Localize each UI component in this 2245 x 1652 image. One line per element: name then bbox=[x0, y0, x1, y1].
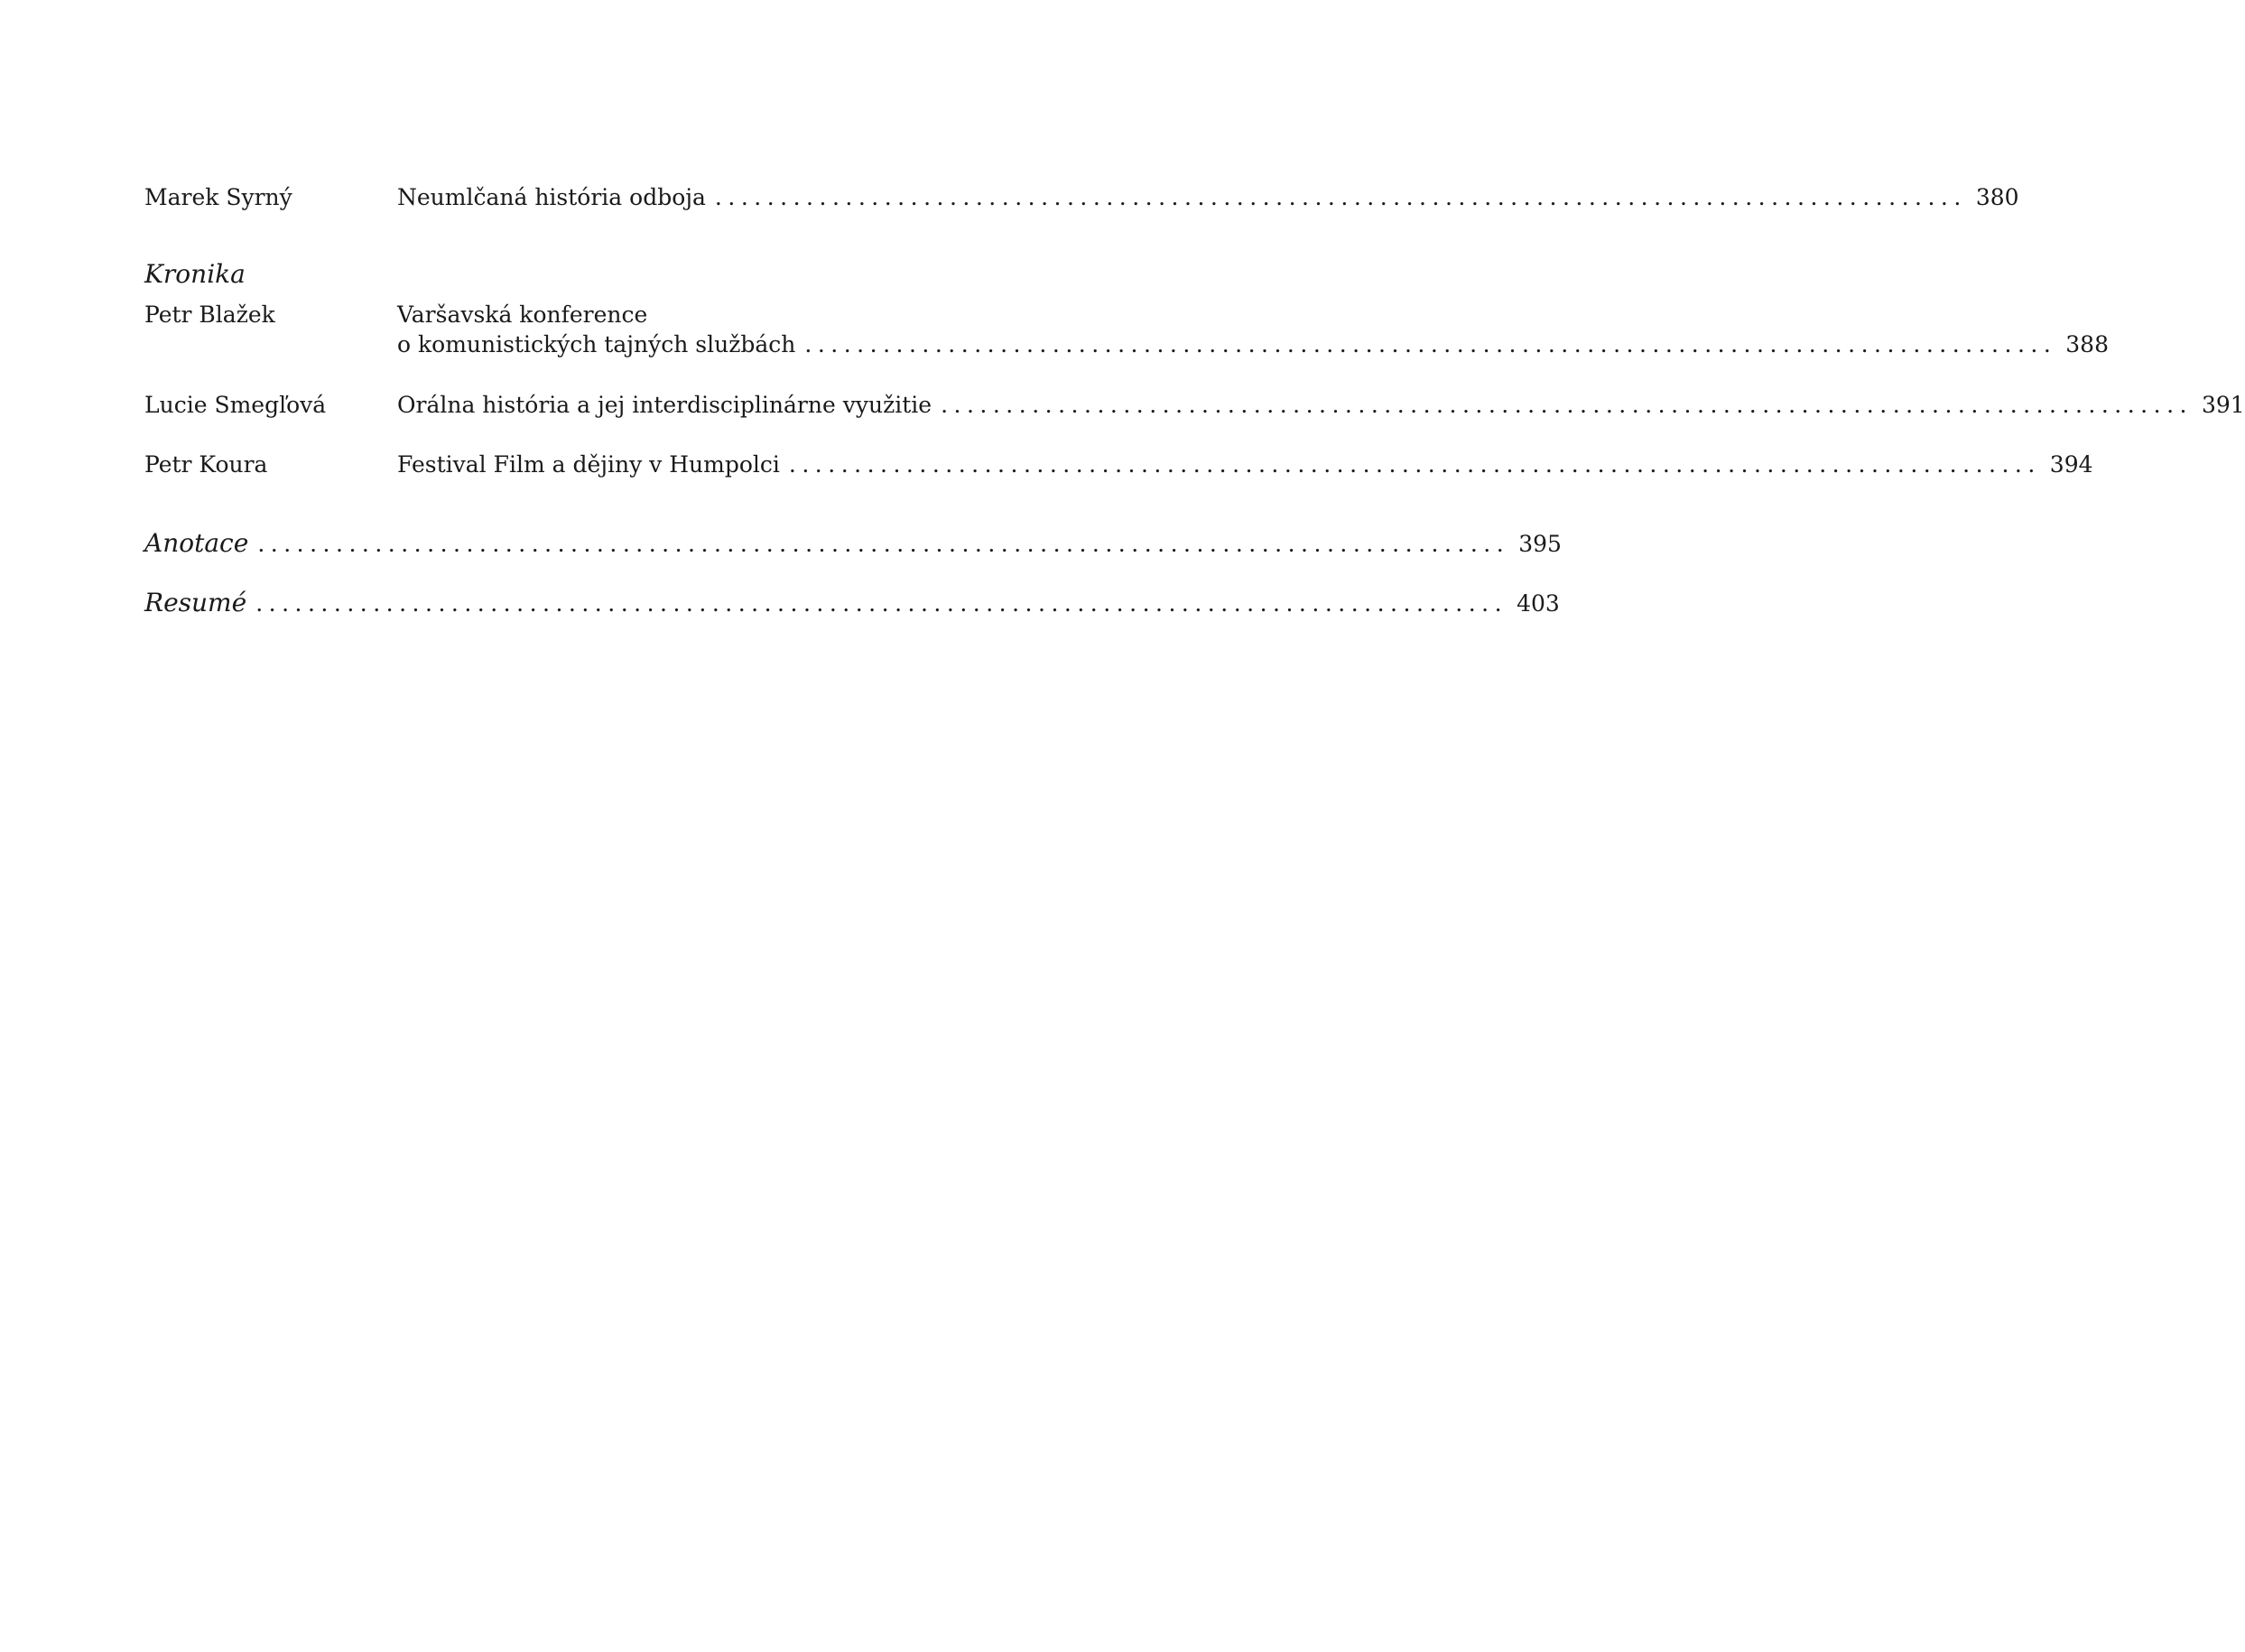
toc-major-entry bbox=[144, 587, 1560, 620]
toc-title: Festival Film a dějiny v Humpolci bbox=[397, 451, 780, 478]
toc-title-line bbox=[397, 450, 2093, 479]
toc-title-block bbox=[397, 390, 2245, 420]
dot-leader: ................................................................................................ bbox=[714, 184, 1967, 210]
toc-title-block bbox=[397, 182, 2019, 212]
toc-author: Petr Koura bbox=[144, 451, 268, 478]
toc-title-line bbox=[397, 390, 2245, 420]
toc-page-number: 394 bbox=[2049, 451, 2093, 478]
toc-page-number: 395 bbox=[1518, 531, 1562, 557]
toc-major-title: Anotace bbox=[144, 528, 249, 558]
section-heading: Kronika bbox=[144, 259, 246, 289]
toc-page-number: 391 bbox=[2201, 392, 2245, 418]
toc-title: Orálna história a jej interdisciplinárne využitie bbox=[397, 392, 932, 418]
toc-author: Petr Blažek bbox=[144, 302, 275, 328]
toc-title: Varšavská konference bbox=[397, 302, 648, 328]
toc-title: o komunistických tajných službách bbox=[397, 331, 796, 357]
toc-page-number: 388 bbox=[2065, 331, 2109, 357]
toc-major-title: Resumé bbox=[144, 588, 247, 617]
dot-leader: ................................................................................................ bbox=[257, 531, 1510, 557]
dot-leader: ................................................................................................ bbox=[804, 331, 2057, 357]
toc-title-block bbox=[397, 450, 2093, 479]
toc-title-block bbox=[397, 300, 2109, 359]
toc-title-line bbox=[397, 182, 2019, 212]
dot-leader: ................................................................................................ bbox=[941, 392, 2193, 418]
dot-leader: ................................................................................................ bbox=[788, 451, 2041, 478]
toc-title-line bbox=[397, 329, 2109, 359]
toc-page-number: 380 bbox=[1975, 184, 2019, 210]
toc-page-number: 403 bbox=[1517, 590, 1560, 617]
toc-title: Neumlčaná história odboja bbox=[397, 184, 706, 210]
toc-page bbox=[144, 0, 2245, 1652]
toc-author: Marek Syrný bbox=[144, 184, 292, 210]
dot-leader: ................................................................................................ bbox=[255, 590, 1508, 617]
toc-title-line bbox=[397, 300, 984, 329]
toc-author: Lucie Smegľová bbox=[144, 392, 327, 418]
toc-major-entry bbox=[144, 527, 1562, 561]
